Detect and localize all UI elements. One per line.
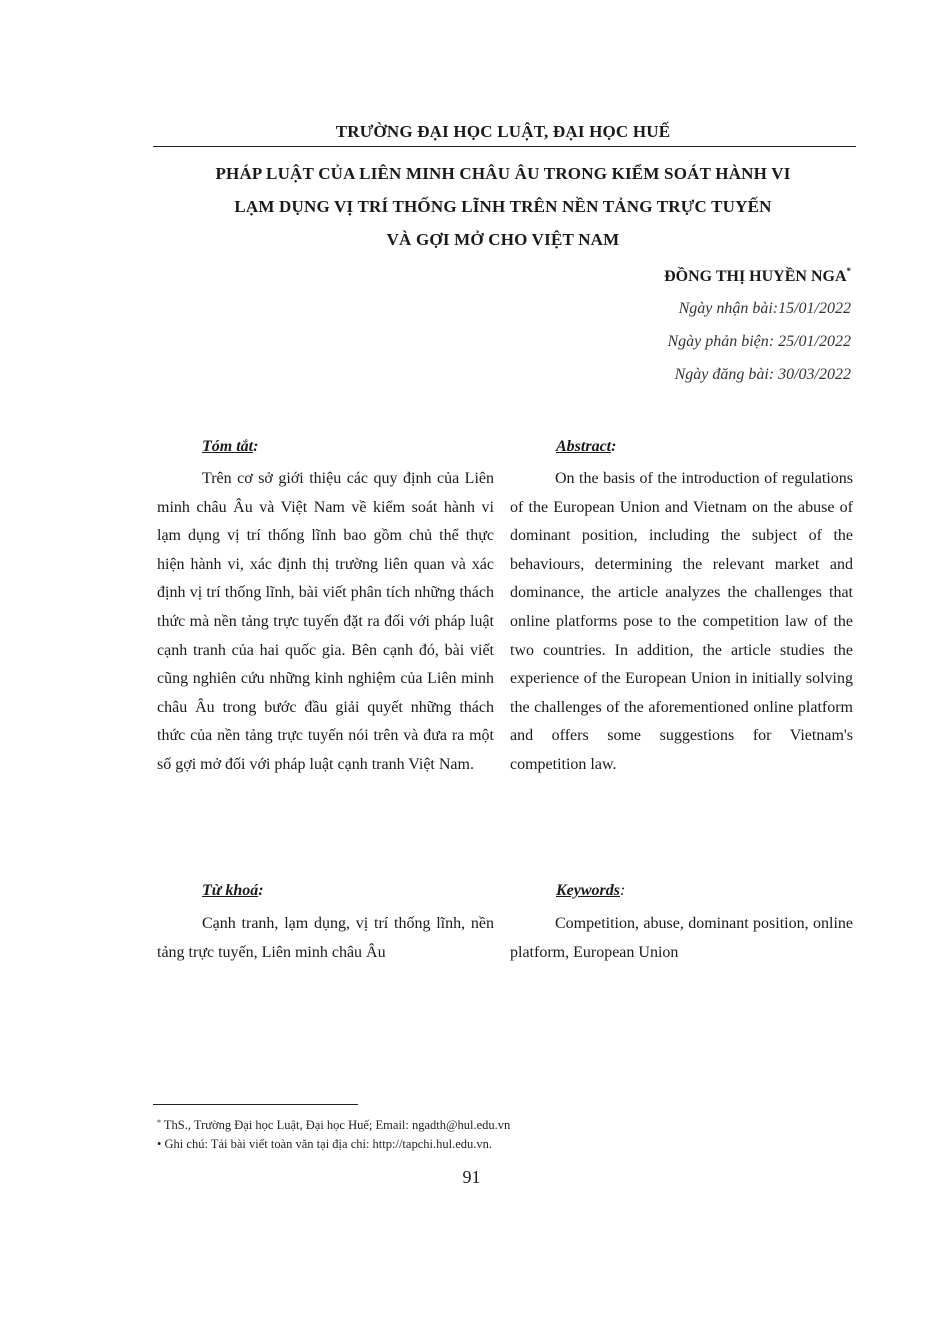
- abstract-en-heading-colon: :: [611, 438, 617, 455]
- abstract-vi-heading-colon: :: [253, 438, 259, 455]
- abstract-vi-heading-text: Tóm tắt: [202, 438, 254, 455]
- abstract-vi-body: Trên cơ sở giới thiệu các quy định của Liên minh châu Âu và Việt Nam về kiểm soát hành vi lạm dụng vị trí thống lĩnh bao gồm chủ thể thực hiện hành vi, xác định thị trường liên quan và xác định vị trí thống lĩnh, bài viết phân tích những thách thức mà nền tảng trực tuyến đặt ra đối với pháp luật cạnh tranh của hai quốc gia. Bên cạnh đó, bài viết cũng nghiên cứu những kinh nghiệm của Liên minh châu Âu trong bước đầu giải quyết những thách thức của nền tảng trực tuyến nói trên và đưa ra một số gợi mở đối với pháp luật cạnh tranh Việt Nam.: [157, 470, 494, 773]
- keywords-vi-heading-colon: :: [258, 882, 264, 899]
- author-name-text: ĐỒNG THỊ HUYỀN NGA: [664, 268, 847, 285]
- footnote-author-text: ThS., Trường Đại học Luật, Đại học Huế; Email: ngadth@hul.edu.vn: [163, 1118, 511, 1132]
- footnote-author: [157, 1118, 510, 1133]
- abstract-en-body: On the basis of the introduction of regulations of the European Union and Vietnam on the abuse of dominant position, including the subject of the behaviours, determining the relevant market and dominance, the article analyzes the challenges that online platforms pose to the competition law of the two countries. In addition, the article studies the experience of the European Union in initially solving the challenges of the aforementioned online platform and offers some suggestions for Vietnam's competition law.: [510, 470, 853, 773]
- journal-header: TRƯỜNG ĐẠI HỌC LUẬT, ĐẠI HỌC HUẾ: [335, 122, 671, 141]
- date-published: Ngày đăng bài: 30/03/2022: [674, 366, 851, 383]
- keywords-vi-body: Cạnh tranh, lạm dụng, vị trí thống lĩnh, nền tảng trực tuyến, Liên minh châu Âu: [157, 915, 494, 961]
- article-title-line-2: LẠM DỤNG VỊ TRÍ THỐNG LĨNH TRÊN NỀN TẢNG TRỰC TUYẾN: [234, 197, 772, 216]
- footnote-author-mark: *: [157, 1118, 161, 1127]
- abstract-en-heading: [556, 438, 616, 456]
- abstract-vi-heading: [202, 438, 258, 456]
- date-received: Ngày nhận bài:15/01/2022: [678, 300, 851, 317]
- date-reviewed: Ngày phản biện: 25/01/2022: [667, 333, 851, 350]
- footnote-access: [157, 1137, 492, 1152]
- keywords-vi-heading: [202, 882, 264, 900]
- footnote-divider: [153, 1104, 358, 1105]
- page-number: 91: [462, 1167, 481, 1187]
- article-title-line-1: PHÁP LUẬT CỦA LIÊN MINH CHÂU ÂU TRONG KIỂM SOÁT HÀNH VI: [215, 164, 791, 183]
- footnote-access-text: Ghi chú: Tải bài viết toàn văn tại địa chỉ: http://tapchi.hul.edu.vn.: [164, 1137, 492, 1151]
- author-name: [664, 266, 851, 286]
- keywords-en-heading-colon: :: [620, 882, 626, 899]
- keywords-en-body: Competition, abuse, dominant position, online platform, European Union: [510, 915, 853, 961]
- keywords-vi-heading-text: Từ khoá: [202, 882, 259, 899]
- abstract-en-heading-text: Abstract: [556, 438, 612, 455]
- author-footnote-mark: *: [846, 266, 851, 276]
- footnote-bullet: •: [157, 1137, 162, 1151]
- header-divider: [153, 146, 856, 147]
- article-title-line-3: VÀ GỢI MỞ CHO VIỆT NAM: [386, 230, 620, 249]
- keywords-en-heading: [556, 882, 625, 900]
- keywords-en-heading-text: Keywords: [556, 882, 620, 899]
